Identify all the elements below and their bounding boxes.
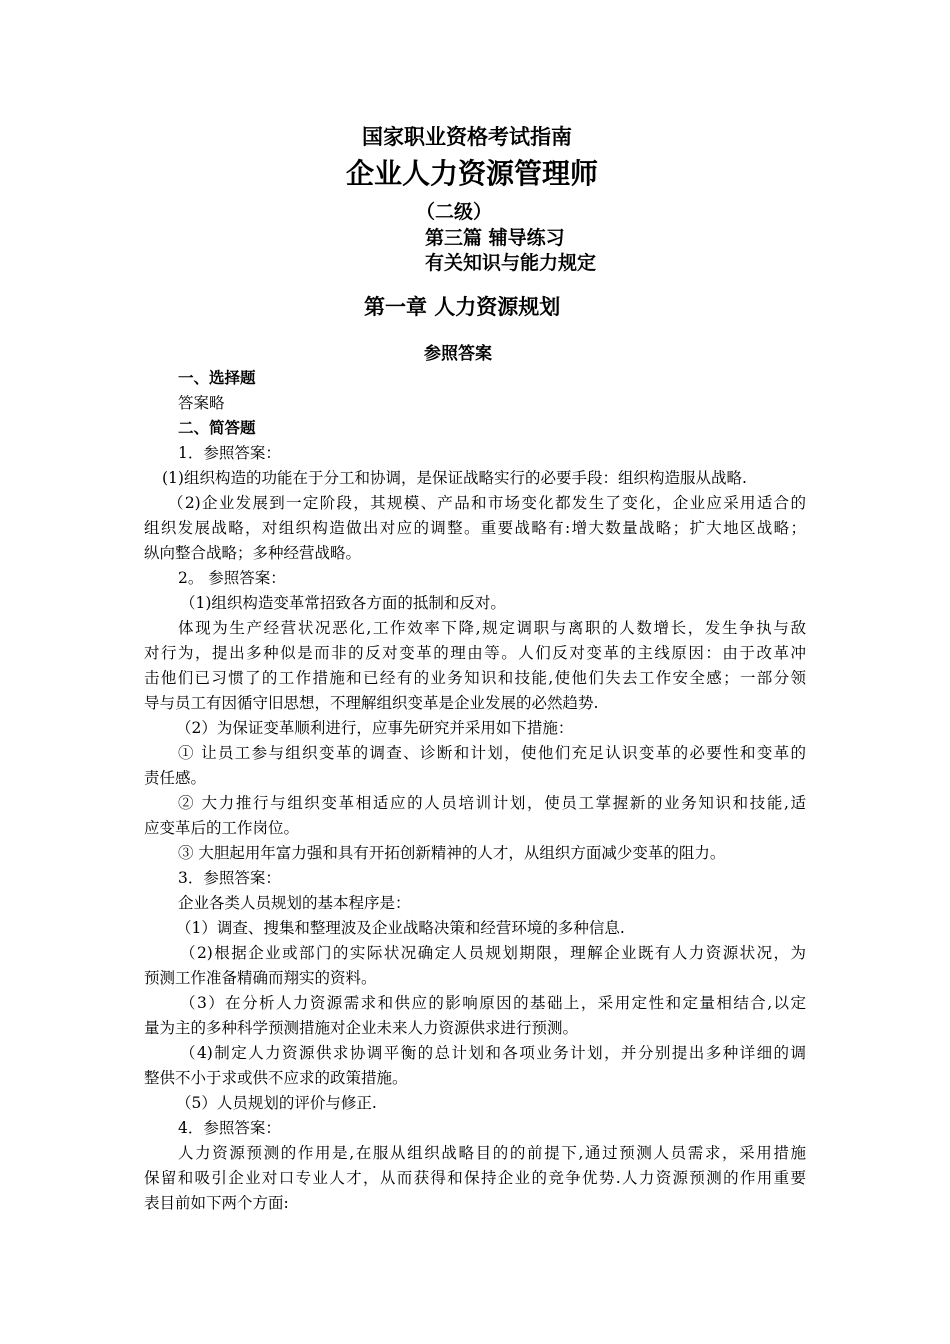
paragraph-line: 4．参照答案： [178,1119,281,1137]
paragraph-line: 整供不小于求或供不应求的政策措施。 [144,1069,408,1087]
paragraph-line: 体现为生产经营状况恶化,工作效率下降,规定调职与离职的人数增长，发生争执与敌 [178,619,806,637]
paragraph-line: ① 让员工参与组织变革的调查、诊断和计划，使他们充足认识变革的必要性和变革的 [178,744,806,762]
paragraph-line: 答案略 [178,394,225,412]
paragraph-line: ② 大力推行与组织变革相适应的人员培训计划，使员工掌握新的业务知识和技能,适 [178,794,806,812]
paragraph-line: 3．参照答案： [178,869,281,887]
paragraph-line: 应变革后的工作岗位。 [144,819,300,837]
header-title-1: 国家职业资格考试指南 [362,124,572,149]
paragraph-line: 量为主的多种科学预测措施对企业未来人力资源供求进行预测。 [144,1019,579,1037]
section-heading-choice: 一、选择题 [178,368,256,387]
paragraph-line: 企业各类人员规划的基本程序是： [178,894,411,912]
paragraph-line: （3）在分析人力资源需求和供应的影响原因的基础上，采用定性和定量相结合,以定 [180,994,806,1012]
paragraph-line: 导与员工有因循守旧思想，不理解组织变革是企业发展的必然趋势. [144,694,599,712]
paragraph-line: （5）人员规划的评价与修正. [176,1094,377,1112]
paragraph-line: （1）调查、搜集和整理波及企业战略决策和经营环境的多种信息. [176,919,625,937]
header-title-2: 企业人力资源管理师 [346,157,599,190]
paragraph-line: 组织发展战略，对组织构造做出对应的调整。重要战略有:增大数量战略；扩大地区战略； [144,519,806,537]
section-heading-short: 二、简答题 [178,418,256,437]
answers-title: 参照答案 [424,344,492,364]
header-part: 第三篇 辅导练习 [425,227,565,249]
paragraph-line: 2。 参照答案： [178,569,286,587]
paragraph-line: （2)根据企业或部门的实际状况确定人员规划期限，理解企业既有人力资源状况，为 [180,944,806,962]
paragraph-line: 对行为，提出多种似是而非的反对变革的理由等。人们反对变革的主线原因：由于改革冲 [144,644,806,662]
paragraph-line: (1)组织构造的功能在于分工和协调，是保证战略实行的必要手段：组织构造服从战略. [162,469,747,487]
paragraph-line: 击他们已习惯了的工作措施和已经有的业务知识和技能,使他们失去工作安全感；一部分领 [144,669,806,687]
paragraph-line: 表目前如下两个方面: [144,1194,289,1212]
paragraph-line: 纵向整合战略；多种经营战略。 [144,544,362,562]
paragraph-line: （2）为保证变革顺利进行，应事先研究并采用如下措施： [176,719,574,737]
header-level: （二级） [416,201,493,223]
paragraph-line: （1)组织构造变革常招致各方面的抵制和反对。 [180,594,506,612]
paragraph-line: ③ 大胆起用年富力强和具有开拓创新精神的人才，从组织方面减少变革的阻力。 [178,844,726,862]
paragraph-line: 人力资源预测的作用是,在服从组织战略目的的前提下,通过预测人员需求，采用措施 [178,1144,806,1162]
paragraph-line: 预测工作准备精确而翔实的资料。 [144,969,377,987]
paragraph-line: 保留和吸引企业对口专业人才，从而获得和保持企业的竞争优势.人力资源预测的作用重要 [144,1169,806,1187]
paragraph-line: （2)企业发展到一定阶段，其规模、产品和市场变化都发生了变化，企业应采用适合的 [168,494,806,512]
paragraph-line: （4)制定人力资源供求协调平衡的总计划和各项业务计划，并分别提出多种详细的调 [180,1044,806,1062]
header-subpart: 有关知识与能力规定 [425,252,597,274]
paragraph-line: 责任感。 [144,769,207,787]
chapter-title: 第一章 人力资源规划 [364,294,561,319]
paragraph-line: 1．参照答案： [178,444,281,462]
